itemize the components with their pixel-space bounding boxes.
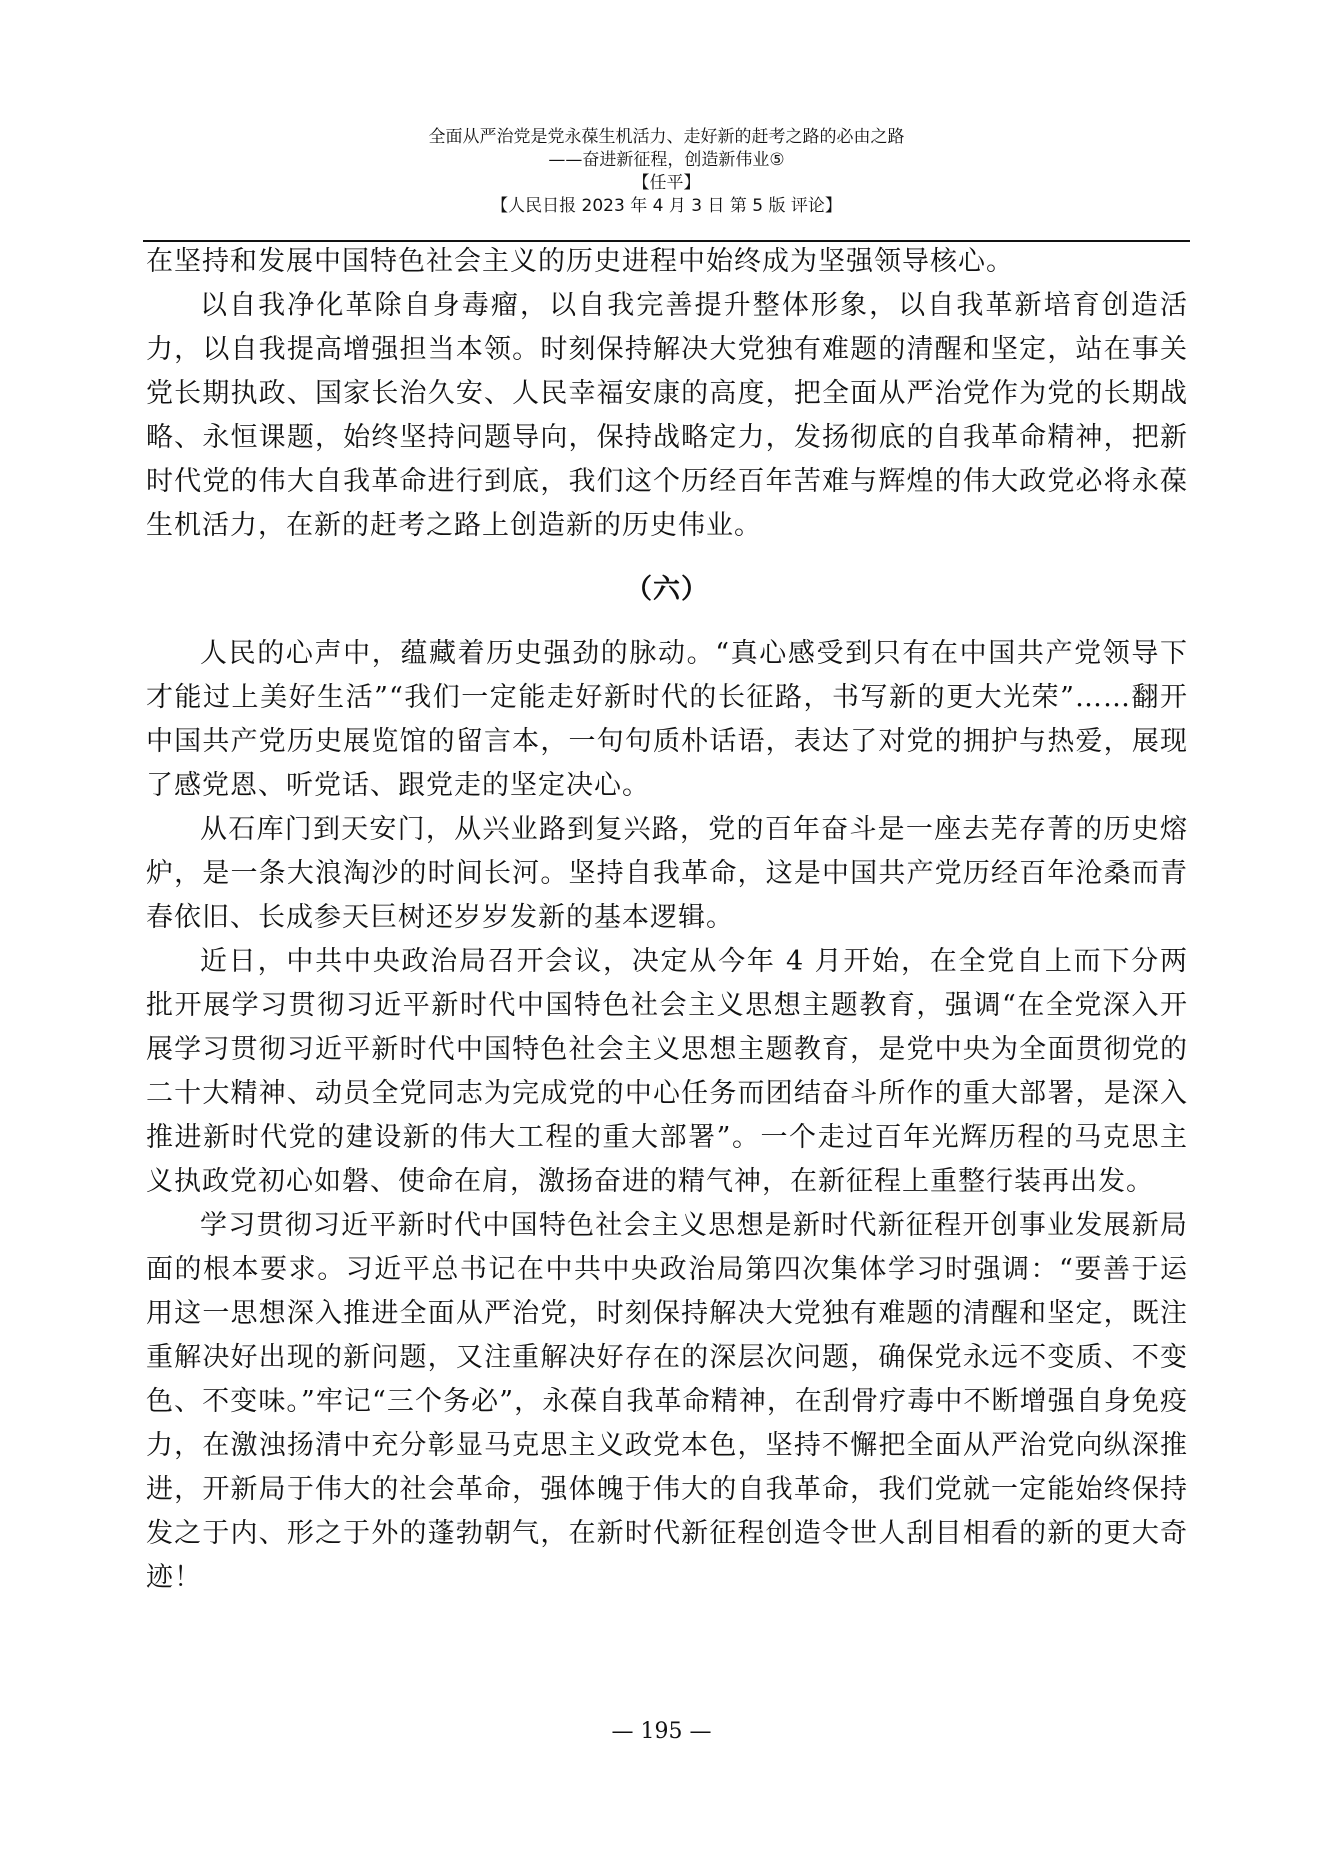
article-author: 【任平】 bbox=[632, 173, 701, 193]
paragraph: 近日，中共中央政治局召开会议，决定从今年 4 月开始，在全党自上而下分两批开展学习贯彻习近平新时代中国特色社会主义思想主题教育，强调“在全党深入开展学习贯彻习近平新时代中国特色社会主义思想主题教育，是党中央为全面贯彻党的二十大精神、动员全党同志为完成党的中心任务而团结奋斗所作的重大部署，是深入推进新时代党的建设新的伟大工程的重大部署”。一个走过百年光辉历程的马克思主义执政党初心如磐、使命在肩，激扬奋进的精气神，在新征程上重整行装再出发。 bbox=[146, 946, 1188, 1197]
article-title: 全面从严治党是党永葆生机活力、走好新的赶考之路的必由之路 bbox=[428, 127, 905, 147]
paragraph: 学习贯彻习近平新时代中国特色社会主义思想是新时代新征程开创事业发展新局面的根本要求。习近平总书记在中共中央政治局第四次集体学习时强调：“要善于运用这一思想深入推进全面从严治党，时刻保持解决大党独有难题的清醒和坚定，既注重解决好出现的新问题，又注重解决好存在的深层次问题，确保党永远不变质、不变色、不变味。”牢记“三个务必”，永葆自我革命精神，在刮骨疗毒中不断增强自身免疫力，在激浊扬清中充分彰显马克思主义政党本色，坚持不懈把全面从严治党向纵深推进，开新局于伟大的社会革命，强体魄于伟大的自我革命，我们党就一定能始终保持发之于内、形之于外的蓬勃朝气，在新时代新征程创造令世人刮目相看的新的更大奇迹！ bbox=[146, 1210, 1188, 1593]
document-header bbox=[143, 126, 1190, 218]
paragraph: 从石库门到天安门，从兴业路到复兴路，党的百年奋斗是一座去芜存菁的历史熔炉，是一条大浪淘沙的时间长河。坚持自我革命，这是中国共产党历经百年沧桑而青春依旧、长成参天巨树还岁岁发新的基本逻辑。 bbox=[146, 814, 1188, 933]
paragraph-continued: 在坚持和发展中国特色社会主义的历史进程中始终成为坚强领导核心。 bbox=[146, 246, 1014, 277]
paragraph: 以自我净化革除自身毒瘤，以自我完善提升整体形象，以自我革新培育创造活力，以自我提高增强担当本领。时刻保持解决大党独有难题的清醒和坚定，站在事关党长期执政、国家长治久安、人民幸福安康的高度，把全面从严治党作为党的长期战略、永恒课题，始终坚持问题导向，保持战略定力，发扬彻底的自我革命精神，把新时代党的伟大自我革命进行到底，我们这个历经百年苦难与辉煌的伟大政党必将永葆生机活力，在新的赶考之路上创造新的历史伟业。 bbox=[146, 290, 1188, 541]
paragraph: 人民的心声中，蕴藏着历史强劲的脉动。“真心感受到只有在中国共产党领导下才能过上美好生活”“我们一定能走好新时代的长征路，书写新的更大光荣”……翻开中国共产党历史展览馆的留言本，一句句质朴话语，表达了对党的拥护与热爱，展现了感党恩、听党话、跟党走的坚定决心。 bbox=[146, 638, 1188, 801]
page-number: — 195 — bbox=[611, 1719, 712, 1744]
article-source: 【人民日报 2023 年 4 月 3 日 第 5 版 评论】 bbox=[491, 196, 842, 216]
section-heading: （六） bbox=[625, 574, 709, 605]
article-body bbox=[146, 240, 1188, 1600]
article-subtitle: ——奋进新征程，创造新伟业⑤ bbox=[548, 150, 785, 170]
